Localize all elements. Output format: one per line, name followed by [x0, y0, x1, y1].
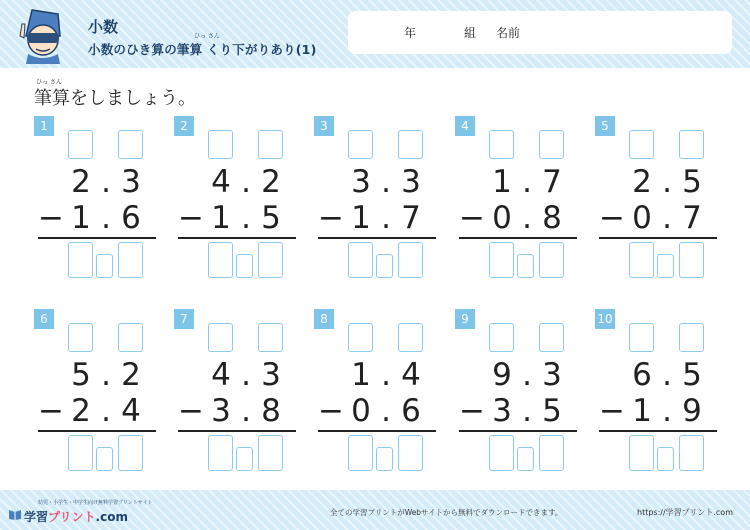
carry-box[interactable]: [679, 323, 704, 352]
digit: 3: [492, 393, 512, 429]
subtrahend: [174, 392, 300, 430]
digit: .: [522, 200, 532, 236]
digit: .: [101, 393, 111, 429]
answer-box[interactable]: [489, 435, 514, 471]
digit: 8: [261, 393, 281, 429]
sum-line: [38, 430, 156, 432]
answer-box[interactable]: [118, 242, 143, 278]
footer-note: 全ての学習プリントがWebサイトから無料でダウンロードできます。: [330, 508, 563, 517]
class-label: 組: [464, 26, 477, 40]
brand-book-icon: [8, 508, 22, 520]
sum-line: [318, 237, 436, 239]
instruction-text: 筆算をしましょう。: [34, 88, 196, 109]
answer-box[interactable]: [517, 447, 534, 471]
minus-sign: −: [38, 393, 64, 429]
digit: .: [381, 164, 391, 200]
digit: 6: [401, 393, 421, 429]
answer-box[interactable]: [398, 242, 423, 278]
digit: 3: [211, 393, 231, 429]
digit: 3: [261, 357, 281, 393]
digit: 3: [351, 164, 371, 200]
footer-band: [0, 490, 750, 530]
answer-box[interactable]: [629, 435, 654, 471]
digit: 4: [211, 357, 231, 393]
problem: [174, 116, 300, 276]
digit: 7: [401, 200, 421, 236]
answer-box[interactable]: [96, 447, 113, 471]
carry-box[interactable]: [208, 130, 233, 159]
subtitle-wrap: [88, 33, 317, 58]
problem: [34, 309, 160, 469]
digit: .: [522, 357, 532, 393]
digit: 5: [682, 164, 702, 200]
digit: 3: [542, 357, 562, 393]
digit: .: [662, 164, 672, 200]
subtrahend: [314, 199, 440, 237]
digit: 9: [682, 393, 702, 429]
digit: .: [662, 357, 672, 393]
minuend: [34, 163, 160, 201]
problem: [314, 309, 440, 469]
answer-box[interactable]: [208, 242, 233, 278]
problem-number: 3: [314, 116, 334, 136]
subtrahend: [174, 199, 300, 237]
carry-box[interactable]: [679, 130, 704, 159]
carry-box[interactable]: [539, 130, 564, 159]
answer-box[interactable]: [657, 447, 674, 471]
brand-part-a: 学習: [24, 510, 49, 524]
digit: 5: [542, 393, 562, 429]
digit: 4: [211, 164, 231, 200]
digit: .: [381, 200, 391, 236]
minuend: [314, 356, 440, 394]
carry-box[interactable]: [258, 130, 283, 159]
brand-part-b: プリント: [48, 510, 96, 524]
answer-box[interactable]: [236, 447, 253, 471]
carry-box[interactable]: [539, 323, 564, 352]
brand-logo: [24, 508, 128, 525]
instruction-ruby: ひっ さん: [36, 79, 62, 86]
answer-box[interactable]: [398, 435, 423, 471]
digit: 2: [71, 164, 91, 200]
mascot-icon: [12, 6, 74, 64]
name-label: 名前: [496, 26, 521, 40]
digit: 4: [401, 357, 421, 393]
subtrahend: [595, 199, 721, 237]
answer-box[interactable]: [348, 242, 373, 278]
digit: 8: [542, 200, 562, 236]
problem-number: 1: [34, 116, 54, 136]
digit: .: [522, 393, 532, 429]
footer-url[interactable]: https://学習プリント.com: [637, 508, 733, 517]
digit: .: [241, 357, 251, 393]
problem-number: 5: [595, 116, 615, 136]
subtrahend: [34, 392, 160, 430]
minuend: [314, 163, 440, 201]
digit: .: [101, 357, 111, 393]
carry-box[interactable]: [68, 130, 93, 159]
page-subtitle: 小数のひき算の筆算 くり下がりあり(1): [88, 42, 317, 57]
answer-box[interactable]: [539, 242, 564, 278]
answer-box[interactable]: [236, 254, 253, 278]
digit: 1: [351, 357, 371, 393]
problem-number: 4: [455, 116, 475, 136]
answer-box[interactable]: [96, 254, 113, 278]
subtrahend: [455, 199, 581, 237]
subtrahend: [34, 199, 160, 237]
digit: .: [101, 164, 111, 200]
subtrahend: [314, 392, 440, 430]
minuend: [455, 163, 581, 201]
digit: 1: [492, 164, 512, 200]
carry-box[interactable]: [208, 323, 233, 352]
carry-box[interactable]: [348, 323, 373, 352]
problem: [34, 116, 160, 276]
digit: 2: [632, 164, 652, 200]
minus-sign: −: [38, 200, 64, 236]
sum-line: [599, 237, 717, 239]
answer-box[interactable]: [629, 242, 654, 278]
digit: 0: [632, 200, 652, 236]
minus-sign: −: [318, 393, 344, 429]
carry-box[interactable]: [629, 130, 654, 159]
digit: 1: [351, 200, 371, 236]
minus-sign: −: [178, 200, 204, 236]
problem-number: 10: [595, 309, 615, 329]
digit: 4: [121, 393, 141, 429]
name-box[interactable]: [348, 11, 732, 54]
problem: [455, 309, 581, 469]
minus-sign: −: [459, 393, 485, 429]
subtrahend: [455, 392, 581, 430]
carry-box[interactable]: [489, 130, 514, 159]
minus-sign: −: [178, 393, 204, 429]
answer-box[interactable]: [517, 254, 534, 278]
sum-line: [38, 237, 156, 239]
digit: 2: [121, 357, 141, 393]
digit: 5: [71, 357, 91, 393]
digit: 0: [351, 393, 371, 429]
carry-box[interactable]: [348, 130, 373, 159]
year-label: 年: [404, 26, 417, 40]
digit: 7: [682, 200, 702, 236]
digit: 5: [682, 357, 702, 393]
header-band: [0, 0, 750, 68]
digit: 9: [492, 357, 512, 393]
answer-box[interactable]: [679, 242, 704, 278]
answer-box[interactable]: [68, 435, 93, 471]
carry-box[interactable]: [398, 323, 423, 352]
digit: .: [662, 393, 672, 429]
digit: 3: [401, 164, 421, 200]
answer-box[interactable]: [258, 242, 283, 278]
subtitle-ruby: ひっ さん: [194, 33, 220, 40]
minuend: [595, 356, 721, 394]
answer-box[interactable]: [208, 435, 233, 471]
digit: 3: [121, 164, 141, 200]
digit: 6: [632, 357, 652, 393]
answer-box[interactable]: [489, 242, 514, 278]
answer-box[interactable]: [118, 435, 143, 471]
problem: [595, 309, 721, 469]
brand-part-c: .com: [95, 510, 128, 524]
brand-tagline: 幼児・小学生・中学生向け無料学習プリントサイト: [38, 500, 153, 506]
page-title: 小数: [88, 18, 119, 36]
carry-box[interactable]: [629, 323, 654, 352]
digit: .: [101, 200, 111, 236]
problem-number: 6: [34, 309, 54, 329]
digit: .: [381, 393, 391, 429]
digit: 6: [121, 200, 141, 236]
answer-box[interactable]: [68, 242, 93, 278]
instruction: [34, 79, 196, 110]
problem-number: 9: [455, 309, 475, 329]
problem: [455, 116, 581, 276]
digit: .: [241, 393, 251, 429]
answer-box[interactable]: [258, 435, 283, 471]
carry-box[interactable]: [398, 130, 423, 159]
answer-box[interactable]: [657, 254, 674, 278]
minus-sign: −: [459, 200, 485, 236]
digit: .: [241, 164, 251, 200]
digit: .: [522, 164, 532, 200]
sum-line: [459, 237, 577, 239]
minus-sign: −: [318, 200, 344, 236]
problem-number: 7: [174, 309, 194, 329]
digit: .: [381, 357, 391, 393]
digit: 7: [542, 164, 562, 200]
carry-box[interactable]: [489, 323, 514, 352]
answer-box[interactable]: [539, 435, 564, 471]
answer-box[interactable]: [348, 435, 373, 471]
problem: [595, 116, 721, 276]
minuend: [455, 356, 581, 394]
minuend: [174, 163, 300, 201]
carry-box[interactable]: [118, 130, 143, 159]
digit: 1: [71, 200, 91, 236]
sum-line: [178, 237, 296, 239]
answer-box[interactable]: [679, 435, 704, 471]
answer-box[interactable]: [376, 447, 393, 471]
sum-line: [459, 430, 577, 432]
carry-box[interactable]: [118, 323, 143, 352]
carry-box[interactable]: [68, 323, 93, 352]
carry-box[interactable]: [258, 323, 283, 352]
sum-line: [599, 430, 717, 432]
digit: 2: [71, 393, 91, 429]
problem: [174, 309, 300, 469]
answer-box[interactable]: [376, 254, 393, 278]
minus-sign: −: [599, 200, 625, 236]
problem-number: 8: [314, 309, 334, 329]
digit: 5: [261, 200, 281, 236]
digit: .: [662, 200, 672, 236]
sum-line: [178, 430, 296, 432]
subtrahend: [595, 392, 721, 430]
digit: 0: [492, 200, 512, 236]
minuend: [34, 356, 160, 394]
problem: [314, 116, 440, 276]
digit: 1: [211, 200, 231, 236]
digit: 1: [632, 393, 652, 429]
problem-number: 2: [174, 116, 194, 136]
digit: 2: [261, 164, 281, 200]
minuend: [174, 356, 300, 394]
minus-sign: −: [599, 393, 625, 429]
sum-line: [318, 430, 436, 432]
minuend: [595, 163, 721, 201]
digit: .: [241, 200, 251, 236]
